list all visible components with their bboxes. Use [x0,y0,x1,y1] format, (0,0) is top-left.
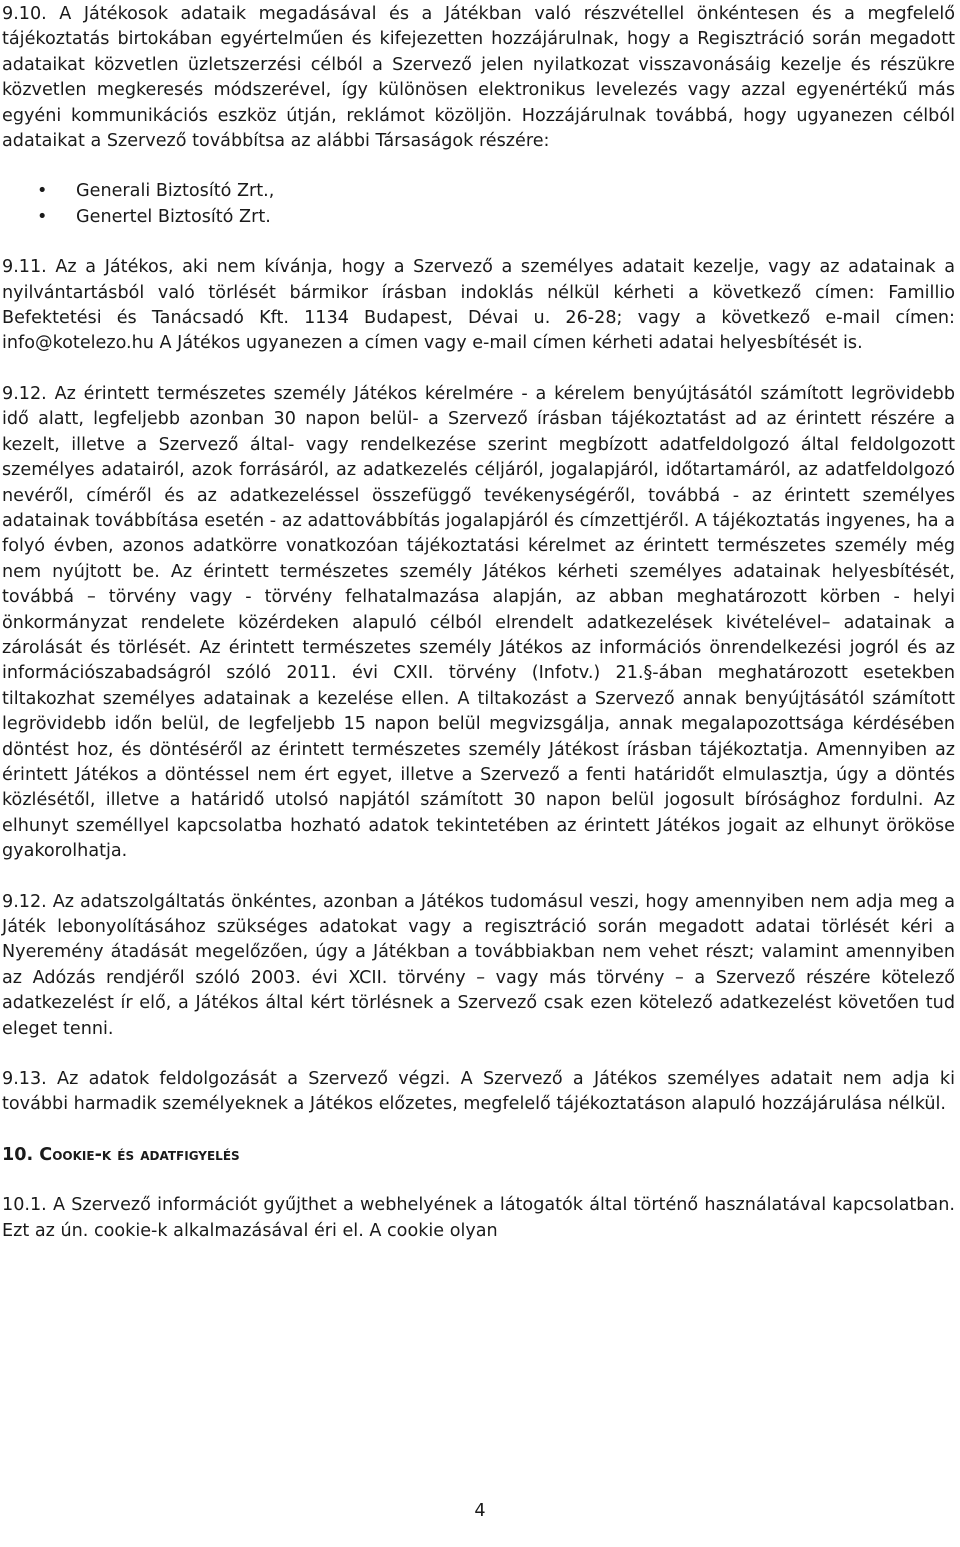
paragraph-9-13: 9.13. Az adatok feldolgozását a Szervező végzi. A Szervező a Játékos személyes adatait nem adja ki további harmadik személyeknek a Játékos előzetes, megfelelő tájékoztatáson alapuló hozzájárulása nélkül. [2,1069,955,1115]
paragraph-9-11: 9.11. Az a Játékos, aki nem kívánja, hogy a Szervező a személyes adatait kezelje, vagy az adatainak a nyilvántartásból való törlését bármikor írásban indoklás nélkül kérheti a következő címen: Famillio Befektetési és Tanácsadó Kft. 1134 Budapest, Dévai u. 26-28; vagy a következő e-mail címen: info@kotelezo.hu A Játékos ugyanezen a címen vagy e-mail címen kérheti adatai helyesbítését is. [2,257,955,354]
spacer [2,1168,955,1193]
spacer [2,1118,955,1143]
list-item-label: Genertel Biztosító Zrt. [76,206,271,227]
paragraph-9-12-voluntary: 9.12. Az adatszolgáltatás önkéntes, azonban a Játékos tudomásul veszi, hogy amennyiben nem adja meg a Játék lebonyolításához szükséges adatokat vagy a regisztráció során megadott adatai törlését kéri a Nyeremény átadását megelőzően, úgy a Játékban a továbbiakban nem vehet részt; valamint amennyiben az Adózás rendjéről szóló 2003. évi XCII. törvény – vagy más törvény – a Szervező részére kötelező adatkezelést ír elő, a Játékos által kért törlésnek a Szervező csak ezen kötelező adatkezelést követően tud eleget tenni. [2,891,955,1039]
spacer [2,865,955,890]
section-heading-10: 10. Cookie-k és adatfigyelés [2,1144,240,1165]
spacer [2,154,955,179]
page-number: 4 [474,1501,486,1521]
list-item [2,205,955,230]
list-item [2,179,955,204]
bullet-icon: • [37,206,48,227]
bullet-icon: • [37,181,48,202]
spacer [2,357,955,382]
paragraph-9-12-rights: 9.12. Az érintett természetes személy Játékos kérelmére - a kérelem benyújtásától számított legrövidebb idő alatt, legfeljebb azonban 30 napon belül- a Szervező írásban tájékoztatást ad az érintett részére a kezelt, illetve a Szervező által- vagy rendelkezése szerint megbízott adatfeldolgozó által feldolgozott személyes adatairól, azok forrásáról, az adatkezelés céljáról, jogalapjáról, időtartamáról, az adatfeldolgozó nevéről, címéről és az adatkezeléssel összefüggő tevékenységéről, továbbá - az érintett személyes adatainak továbbítása esetén - az adattovábbítás jogalapjáról és címzettjéről. A tájékoztatás ingyenes, ha a folyó évben, azonos adatkörre vonatkozóan tájékoztatási kérelmet az érintett természetes személy még nem nyújtott be. Az érintett természetes személy Játékos kérheti személyes adatainak helyesbítését, továbbá – törvény vagy - törvény felhatalmazása alapján, az abban meghatározott körben - helyi önkormányzat rendelete közérdeken alapuló célból elrendelt adatkezelések kivételével– adatainak a zárolását és törlését. Az érintett természetes személy Játékos az információs önrendelkezési jogról és az információszabadságról szóló 2011. évi CXII. törvény (Infotv.) 21.§-ában meghatározott esetekben tiltakozhat személyes adatainak a kezelése ellen. A tiltakozást a Szervező annak benyújtásától számított legrövidebb időn belül, de legfeljebb 15 napon belül megvizsgálja, annak megalapozottsága kérdésében döntést hoz, és döntéséről az érintett természetes személy Játékost írásban tájékoztatja. Amennyiben az érintett Játékos a döntéssel nem ért egyet, illetve a Szervező a fenti határidőt elmulasztja, úgy a döntés közlésétől, illetve a határidő utolsó napjától számított 30 napon belül jogosult bírósághoz fordulni. Az elhunyt személlyel kapcsolatba hozható adatok tekintetében az érintett Játékos jogait az elhunyt örököse gyakorolhatja. [2,383,955,862]
spacer [2,1042,955,1067]
spacer [2,230,955,255]
paragraph-10-1: 10.1. A Szervező információt gyűjthet a webhelyének a látogatók által történő használatával kapcsolatban. Ezt az ún. cookie-k alkalmazásával éri el. A cookie olyan [2,1195,955,1241]
paragraph-9-10: 9.10. A Játékosok adataik megadásával és a Játékban való részvétellel önkéntesen és a megfelelő tájékoztatás birtokában egyértelműen és kifejezetten hozzájárulnak, hogy a Regisztráció során megadott adataikat közvetlen üzletszerzési célból a Szervező jelen nyilatkozat visszavonásáig kezelje és részükre közvetlen megkeresés módszerével, így különösen elektronikus levelezés vagy azzal egyenértékű más egyéni kommunikációs eszköz útján, reklámot közöljön. Hozzájárulnak továbbá, hogy ugyanezen célból adataikat a Szervező továbbítsa az alábbi Társaságok részére: [2,4,955,152]
list-item-label: Generali Biztosító Zrt., [76,181,275,202]
company-list [2,179,955,230]
